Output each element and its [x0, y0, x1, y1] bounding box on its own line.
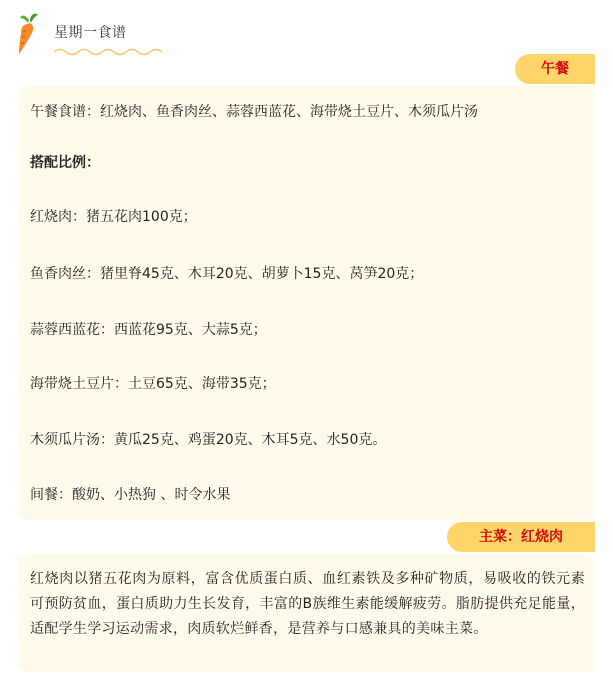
- snack-line: 间餐：酸奶、小热狗 、时令水果: [30, 487, 231, 503]
- ratio-item-tudoupian: 海带烧土豆片：土豆65克、海带35克；: [30, 376, 276, 392]
- day-header: [14, 12, 214, 62]
- lunch-menu-line: 午餐食谱：红烧肉、鱼香肉丝、蒜蓉西蓝花、海带烧土豆片、木须瓜片汤: [30, 104, 478, 120]
- ratio-heading: 搭配比例：: [30, 155, 100, 171]
- carrot-icon: [14, 12, 42, 56]
- lunch-panel: [18, 86, 595, 520]
- main-dish-tag: 主菜：红烧肉: [447, 522, 595, 552]
- ratio-item-hongshaorou: 红烧肉：猪五花肉100克；: [30, 209, 197, 225]
- lunch-tag: 午餐: [515, 54, 595, 84]
- ratio-item-guapiantang: 木须瓜片汤：黄瓜25克、鸡蛋20克、木耳5克、水50克。: [30, 432, 387, 448]
- main-dish-description: 红烧肉以猪五花肉为原料，富含优质蛋白质、血红素铁及多种矿物质，易吸收的铁元素可预防贫血，蛋白质助力生长发育，丰富的B族维生素能缓解疲劳。脂肪提供充足能量，适配学生学习运动需求，肉质软烂鲜香，是营养与口感兼具的美味主菜。: [30, 571, 585, 637]
- title-underline-wave: [54, 46, 164, 56]
- ratio-item-yuxiangrousi: 鱼香肉丝：猪里脊45克、木耳20克、胡萝卜15克、莴笋20克；: [30, 266, 424, 282]
- main-dish-panel: [18, 554, 595, 672]
- page-title: 星期一食谱: [54, 25, 127, 41]
- ratio-item-xilanhua: 蒜蓉西蓝花：西蓝花95克、大蒜5克；: [30, 322, 267, 338]
